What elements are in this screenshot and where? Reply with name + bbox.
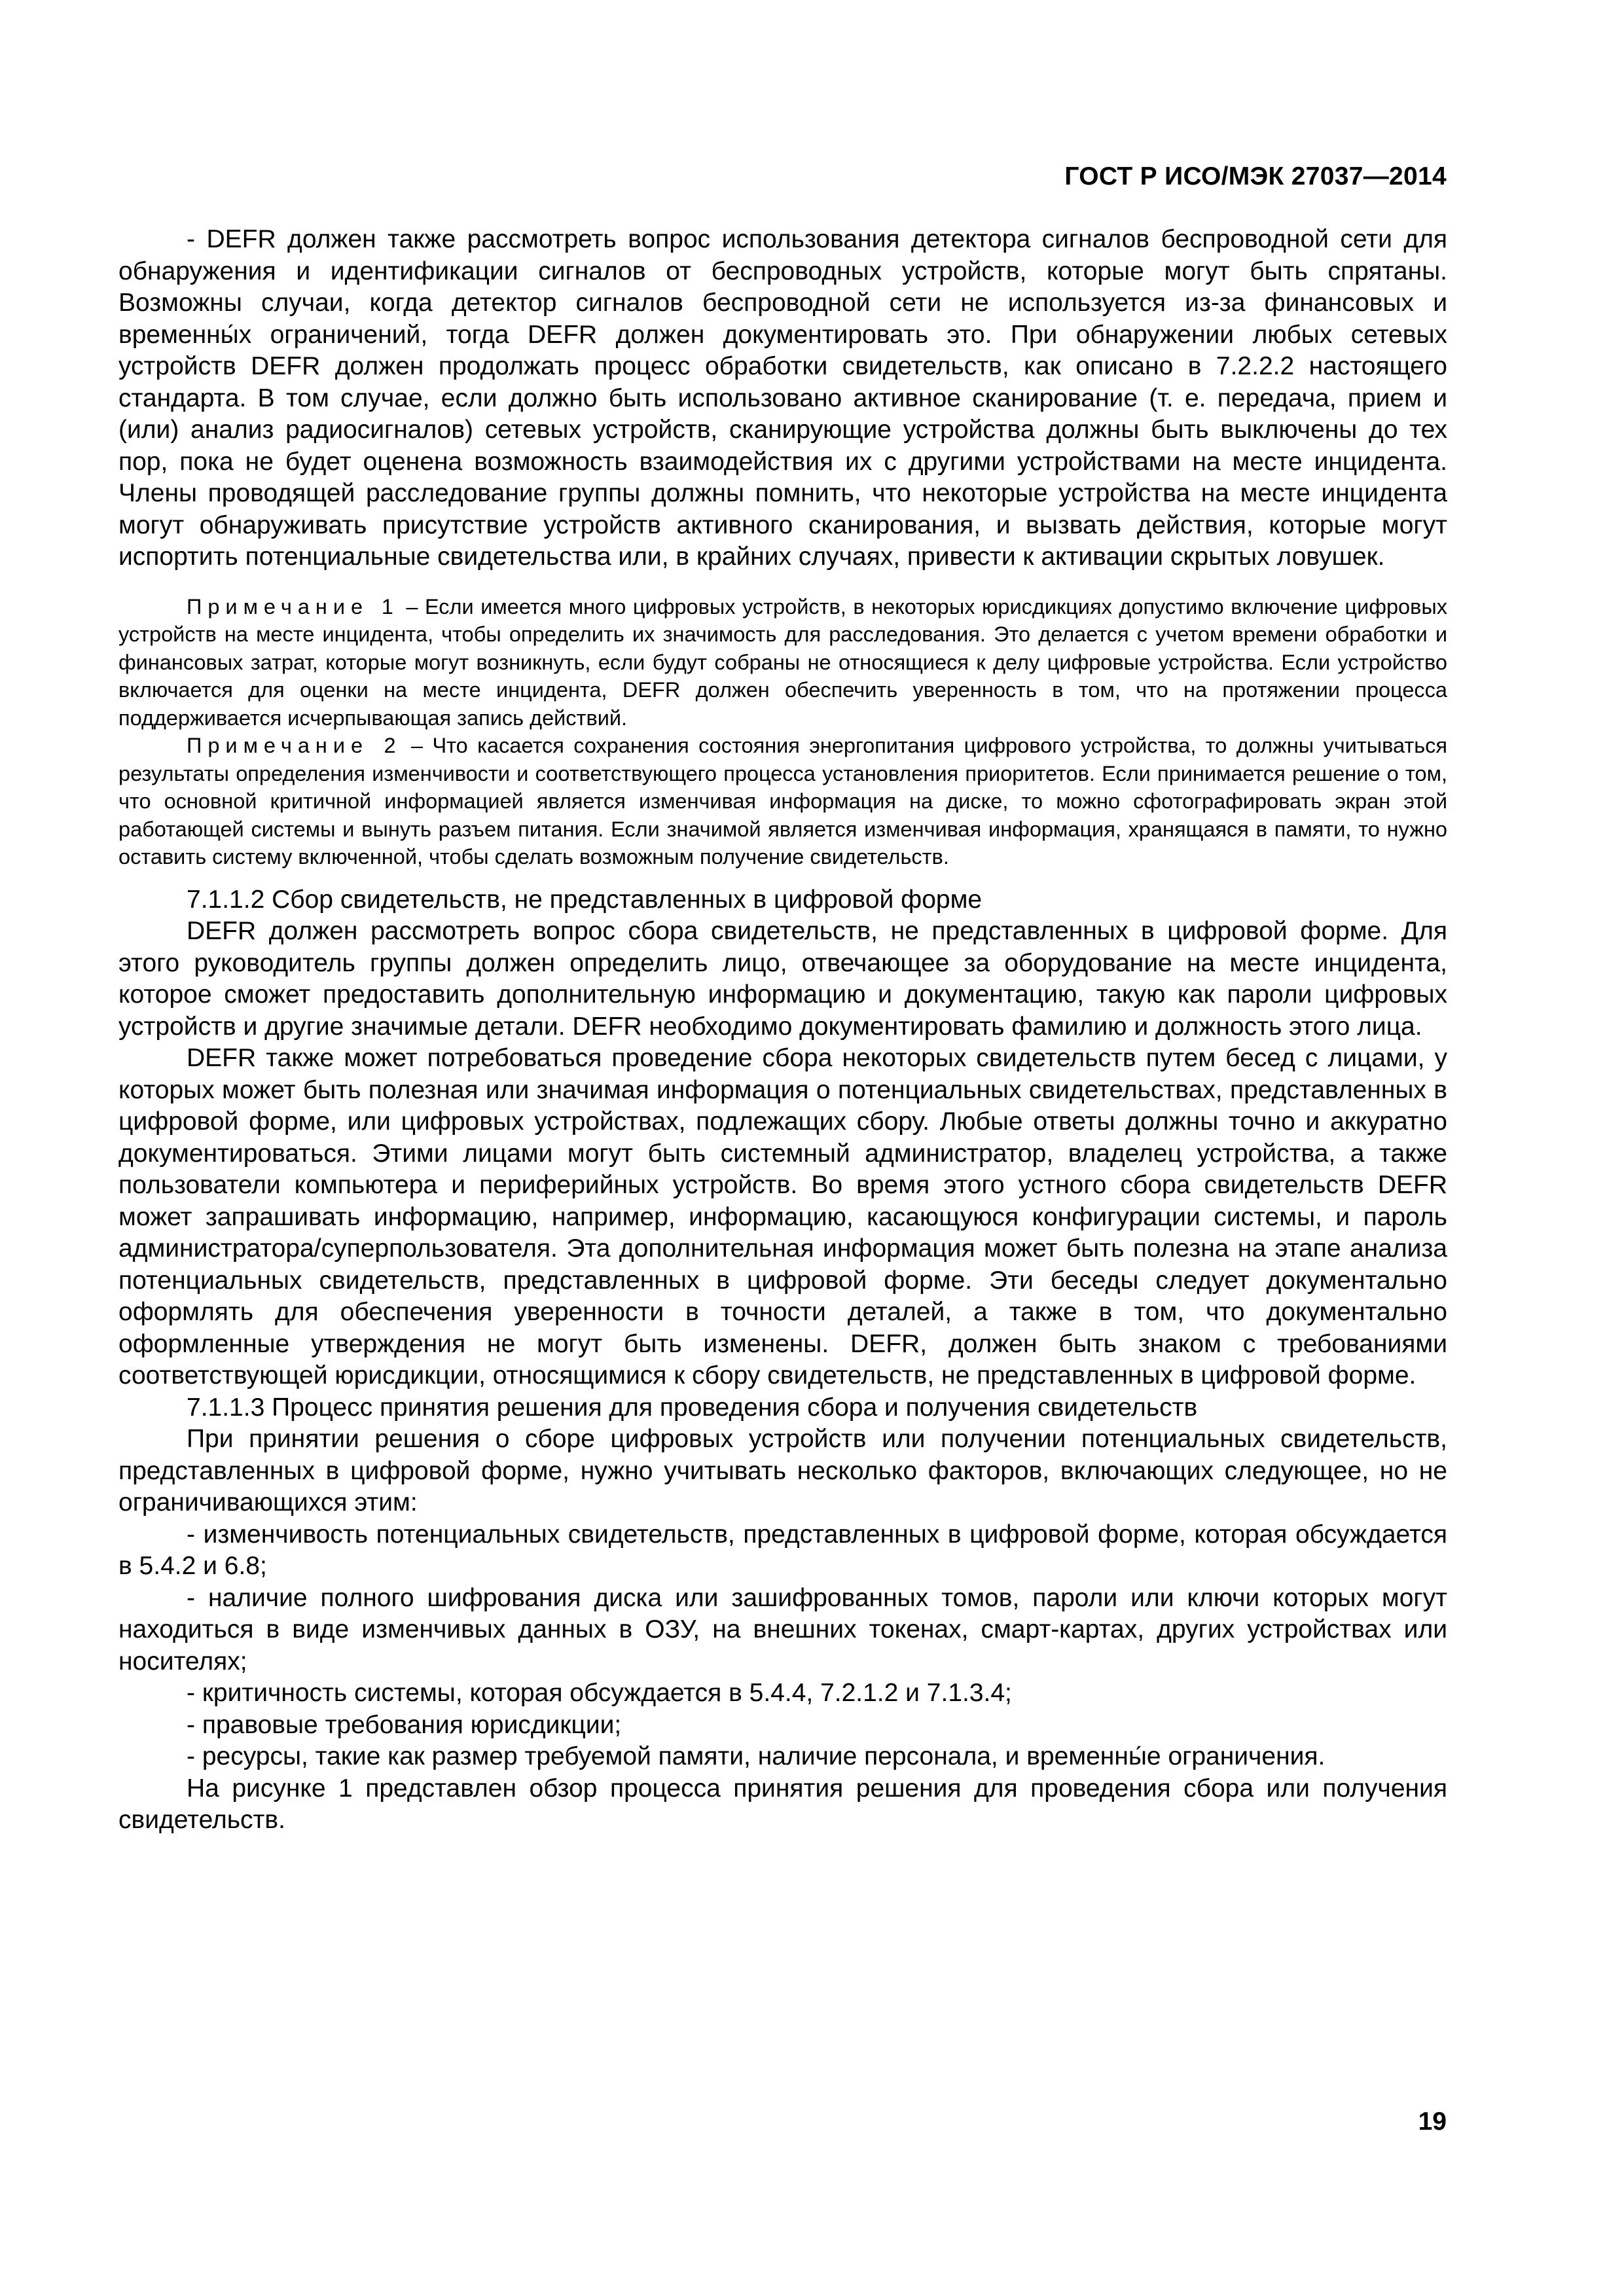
paragraph-wireless-detector: - DEFR должен также рассмотреть вопрос использования детектора сигналов беспроводной сети для обнаружения и идентификации сигналов от беспроводных устройств, которые могут быть спрятаны. Возможны случаи, когда детектор сигналов беспроводной сети не используется из-за финансовых и временны́х ограничений, тогда DEFR должен документировать это. При обнаружении любых сетевых устройств DEFR должен продолжать процесс обработки свидетельств, как описано в 7.2.2.2 настоящего стандарта. В том случае, если должно быть использовано активное сканирование (т. е. передача, прием и (или) анализ радиосигналов) сетевых устройств, сканирующие устройства должны быть выключены до тех пор, пока не будет оценена возможность взаимодействия их с другими устройствами на месте инцидента. Члены проводящей расследование группы должны помнить, что некоторые устройства на месте инцидента могут обнаруживать присутствие устройств активного сканирования, и вызвать действия, которые могут испортить потенциальные свидетельства или, в крайних случаях, привести к активации скрытых ловушек. [118, 225, 1447, 571]
paragraph-interviews: DEFR также может потребоваться проведение сбора некоторых свидетельств путем бесед с лицами, у которых может быть полезная или значимая информация о потенциальных свидетельствах, представленных в цифровой форме, или цифровых устройствах, подлежащих сбору. Любые ответы должны точно и аккуратно документироваться. Этими лицами могут быть системный администратор, владелец устройства, а также пользователи компьютера и периферийных устройств. Во время этого устного сбора свидетельств DEFR может запрашивать информацию, например, информацию, касающуюся конфигурации системы, и пароль администратора/суперпользователя. Эта дополнительная информация может быть полезна на этапе анализа потенциальных свидетельств, представленных в цифровой форме. Эти беседы следует документально оформлять для обеспечения уверенности в точности деталей, а также в том, что документально оформленные утверждения не могут быть изменены. DEFR, должен быть знаком с требованиями соответствующей юрисдикции, относящимися к сбору свидетельств, не представленных в цифровой форме. [118, 1044, 1447, 1390]
document-code-header: ГОСТ Р ИСО/МЭК 27037—2014 [1064, 162, 1447, 190]
paragraph-figure-reference: На рисунке 1 представлен обзор процесса принятия решения для проведения сбора или получения свидетельств. [118, 1774, 1447, 1834]
note-2-text: – Что касается сохранения состояния энергопитания цифрового устройства, то должны учитываться результаты определения изменчивости и соответствующего процесса установления приоритетов. Если принимается решение о том, что основной критичной информацией является изменчивая информация на диске, то можно сфотографировать экран этой работающей системы и вынуть разъем питания. Если значимой является изменчивая информация, хранящаяся в памяти, то нужно оставить систему включенной, чтобы сделать возможным получение свидетельств. [118, 734, 1448, 869]
note-1 [118, 593, 1447, 732]
paragraph-decision-factors: При принятии решения о сборе цифровых устройств или получении потенциальных свидетельств, представленных в цифровой форме, нужно учитывать несколько факторов, включающих следующее, но не ограничивающихся этим: [118, 1425, 1447, 1516]
list-item-encryption: - наличие полного шифрования диска или зашифрованных томов, пароли или ключи которых могут находиться в виде изменчивых данных в ОЗУ, на внешних токенах, смарт-картах, других устройствах или носителях; [118, 1583, 1447, 1676]
list-item-volatility: - изменчивость потенциальных свидетельств, представленных в цифровой форме, которая обсуждается в 5.4.2 и 6.8; [118, 1520, 1447, 1580]
page-number: 19 [1418, 2108, 1447, 2136]
note-2-label: Примечание 2 [187, 734, 402, 757]
note-2 [118, 732, 1447, 871]
page-body [118, 224, 1447, 1837]
note-1-text: – Если имеется много цифровых устройств, в некоторых юрисдикциях допустимо включение цифровых устройств на месте инцидента, чтобы определить их значимость для расследования. Это делается с учетом времени обработки и финансовых затрат, которые могут возникнуть, если будут собраны не относящиеся к делу цифровые устройства. Если устройство включается для оценки на месте инцидента, DEFR должен обеспечить уверенность в том, что на протяжении процесса поддерживается исчерпывающая запись действий. [118, 594, 1447, 730]
section-heading-7-1-1-2: 7.1.1.2 Сбор свидетельств, не представленных в цифровой форме [187, 885, 983, 914]
paragraph-non-digital-evidence: DEFR должен рассмотреть вопрос сбора свидетельств, не представленных в цифровой форме. Для этого руководитель группы должен определить лицо, отвечающее за оборудование на месте инцидента, которое сможет предоставить дополнительную информацию и документацию, такую как пароли цифровых устройств и другие значимые детали. DEFR необходимо документировать фамилию и должность этого лица. [118, 917, 1447, 1041]
list-item-legal: - правовые требования юрисдикции; [187, 1710, 622, 1739]
section-heading-7-1-1-3: 7.1.1.3 Процесс принятия решения для проведения сбора и получения свидетельств [187, 1393, 1198, 1422]
list-item-resources: - ресурсы, такие как размер требуемой памяти, наличие персонала, и временны́е ограничения. [187, 1742, 1326, 1770]
list-item-criticality: - критичность системы, которая обсуждается в 5.4.4, 7.2.1.2 и 7.1.3.4; [187, 1679, 1012, 1707]
note-1-label: Примечание 1 [187, 594, 399, 619]
